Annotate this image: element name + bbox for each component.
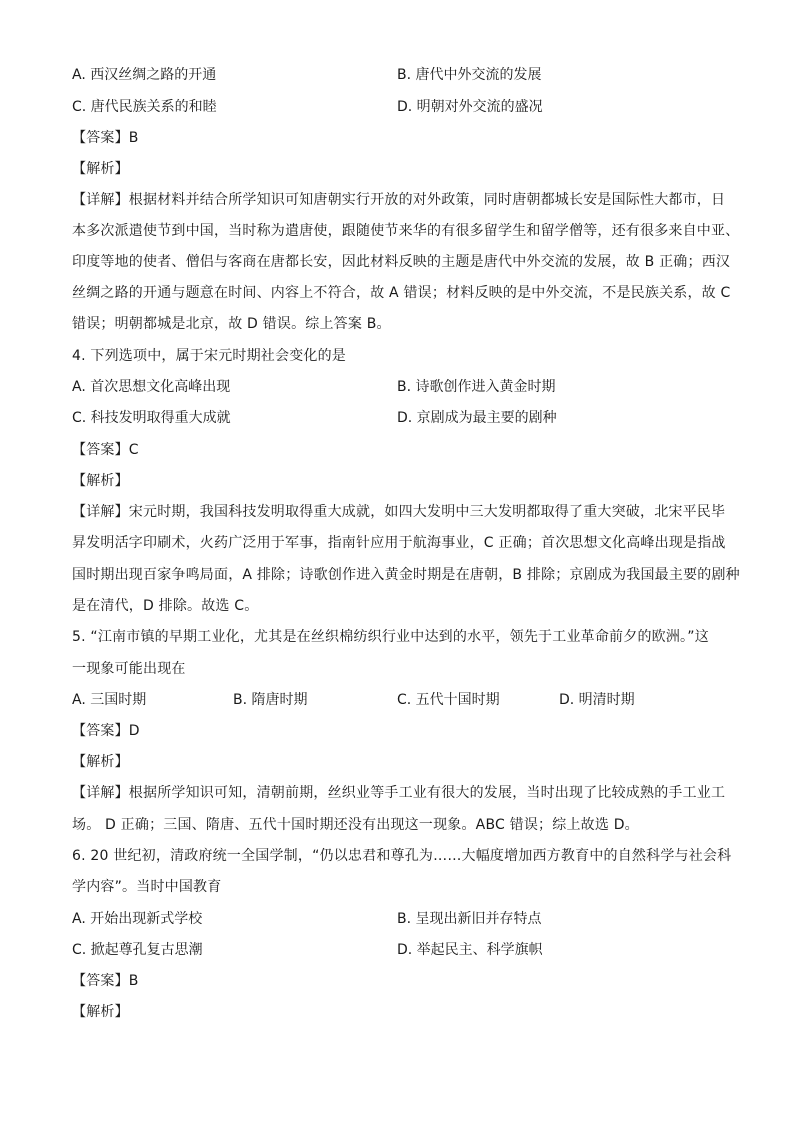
q5-option-c: C. 五代十国时期 (397, 692, 500, 708)
q6-option-c: C. 掀起尊孔复古思潮 (72, 942, 203, 958)
q4-stem: 4. 下列选项中，属于宋元时期社会变化的是 (72, 348, 347, 364)
q5-stem-line: 一现象可能出现在 (72, 661, 186, 677)
q6-answer: 【答案】B (72, 973, 139, 989)
q4-detail-line: 国时期出现百家争鸣局面，A 排除；诗歌创作进入黄金时期是在唐朝，B 排除；京剧成为我国最主要的剧种 (72, 567, 740, 583)
q4-option-d: D. 京剧成为最主要的剧种 (397, 410, 557, 426)
q3-option-b: B. 唐代中外交流的发展 (397, 67, 542, 83)
q3-answer: 【答案】B (72, 130, 139, 146)
q6-stem-line: 学内容”。当时中国教育 (72, 879, 222, 895)
q5-stem-line: 5. “江南市镇的早期工业化，尤其是在丝织棉纺织行业中达到的水平，领先于工业革命前夕的欧洲。”这 (72, 629, 709, 645)
q5-detail-line: 场。 D 正确；三国、隋唐、五代十国时期还没有出现这一现象。ABC 错误；综上故选 D。 (72, 817, 639, 833)
q4-analysis-label: 【解析】 (72, 473, 129, 489)
q3-option-d: D. 明朝对外交流的盛况 (397, 99, 543, 115)
q3-detail-line: 【详解】根据材料并结合所学知识可知唐朝实行开放的对外政策，同时唐朝都城长安是国际性大都市，日 (72, 192, 726, 208)
q3-option-c: C. 唐代民族关系的和睦 (72, 99, 217, 115)
q5-analysis-label: 【解析】 (72, 754, 129, 770)
q5-option-b: B. 隋唐时期 (233, 692, 308, 708)
q6-analysis-label: 【解析】 (72, 1004, 129, 1020)
q3-detail-line: 印度等地的使者、僧侣与客商在唐都长安，因此材料反映的主题是唐代中外交流的发展，故 B 正确；西汉 (72, 254, 731, 270)
q3-detail-line: 本多次派遣使节到中国，当时称为遣唐使，跟随使节来华的有很多留学生和留学僧等，还有很多来自中亚、 (72, 223, 740, 239)
q6-option-a: A. 开始出现新式学校 (72, 911, 203, 927)
q4-option-a: A. 首次思想文化高峰出现 (72, 379, 231, 395)
q3-detail-line: 错误；明朝都城是北京，故 D 错误。综上答案 B。 (72, 316, 391, 332)
q3-analysis-label: 【解析】 (72, 161, 129, 177)
q4-detail-line: 【详解】宋元时期，我国科技发明取得重大成就，如四大发明中三大发明都取得了重大突破，北宋平民毕 (72, 504, 726, 520)
q6-option-b: B. 呈现出新旧并存特点 (397, 911, 542, 927)
q4-option-c: C. 科技发明取得重大成就 (72, 410, 231, 426)
q6-stem-line: 6. 20 世纪初，清政府统一全国学制，“仍以忠君和尊孔为……大幅度增加西方教育中的自然科学与社会科 (72, 848, 732, 864)
q4-option-b: B. 诗歌创作进入黄金时期 (397, 379, 556, 395)
q4-answer: 【答案】C (72, 442, 139, 458)
q4-detail-line: 是在清代，D 排除。故选 C。 (72, 598, 259, 614)
q5-option-d: D. 明清时期 (559, 692, 635, 708)
q5-detail-line: 【详解】根据所学知识可知，清朝前期，丝织业等手工业有很大的发展，当时出现了比较成熟的手工业工 (72, 785, 726, 801)
q4-detail-line: 昇发明活字印刷术，火药广泛用于军事，指南针应用于航海事业，C 正确；首次思想文化高峰出现是指战 (72, 535, 726, 551)
q3-option-a: A. 西汉丝绸之路的开通 (72, 67, 217, 83)
q5-option-a: A. 三国时期 (72, 692, 147, 708)
q3-detail-line: 丝绸之路的开通与题意在时间、内容上不符合，故 A 错误；材料反映的是中外交流，不是民族关系，故 C (72, 285, 731, 301)
q6-option-d: D. 举起民主、科学旗帜 (397, 942, 543, 958)
q5-answer: 【答案】D (72, 723, 140, 739)
